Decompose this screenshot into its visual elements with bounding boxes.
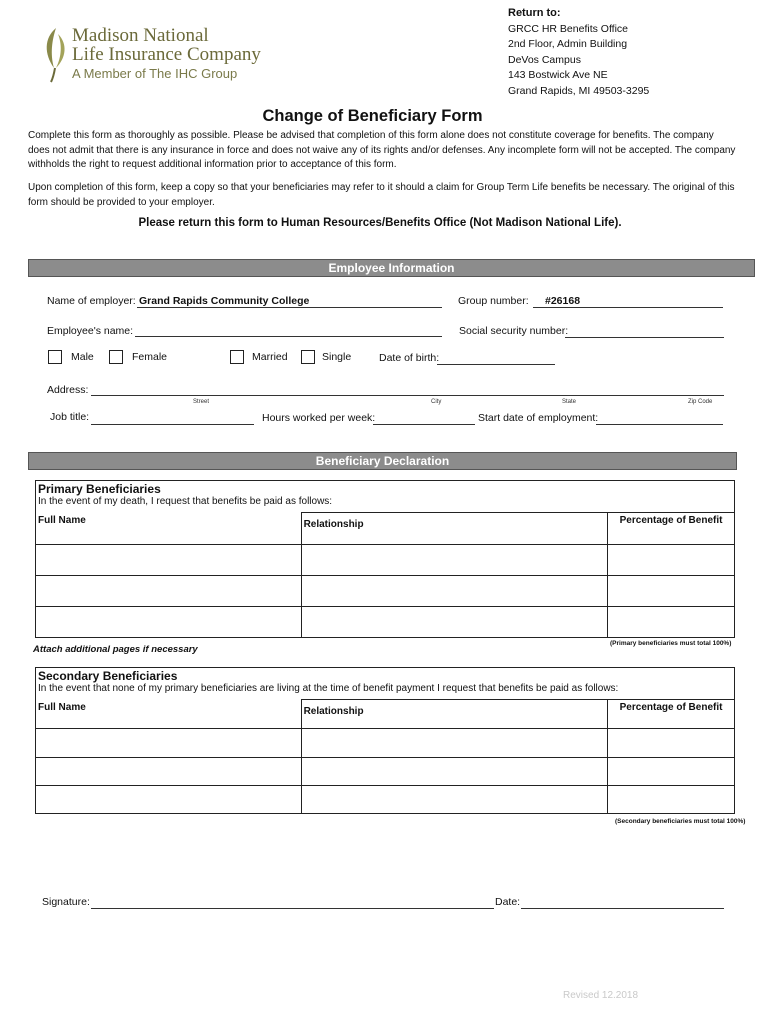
- col-relationship: [301, 513, 608, 545]
- col-full-name: [36, 700, 302, 729]
- logo-line-2: Life Insurance Company: [72, 44, 261, 65]
- hours-field[interactable]: [373, 424, 475, 425]
- secondary-name-cell[interactable]: [36, 758, 302, 786]
- return-line: 2nd Floor, Admin Building: [508, 38, 628, 50]
- primary-total-note: (Primary beneficiaries must total 100%): [610, 640, 732, 647]
- employee-name-label: Employee's name:: [47, 325, 134, 337]
- col-percentage-label: Percentage of Benefit: [619, 702, 723, 713]
- employee-section-header: Employee Information: [28, 259, 755, 277]
- female-label: Female: [132, 351, 168, 363]
- col-full-name-label: Full Name: [38, 701, 86, 713]
- logo-line-3: A Member of The IHC Group: [72, 66, 238, 81]
- primary-rel-cell[interactable]: [301, 545, 608, 576]
- address-field[interactable]: [91, 395, 724, 396]
- beneficiary-section-header: Beneficiary Declaration: [28, 452, 737, 470]
- male-label: Male: [71, 351, 94, 363]
- secondary-name-cell[interactable]: [36, 729, 302, 758]
- primary-beneficiaries-table: [35, 480, 735, 638]
- col-percentage: [608, 700, 735, 729]
- dob-field[interactable]: [437, 364, 555, 365]
- married-checkbox[interactable]: [230, 350, 244, 364]
- city-caption: City: [431, 399, 442, 405]
- intro-paragraph-2: Upon completion of this form, keep a copy so that your beneficiaries may refer to it should a claim for Group Term Life benefits be necessary. The original of this form should be provided to your employer.: [28, 182, 735, 208]
- secondary-subtitle: In the event that none of my primary beneficiaries are living at the time of benefit payment I request that benefits be paid as follows:: [38, 683, 619, 694]
- attach-note: Attach additional pages if necessary: [33, 644, 198, 655]
- secondary-beneficiaries-table: [35, 667, 735, 814]
- primary-name-cell[interactable]: [36, 576, 302, 607]
- primary-pct-cell[interactable]: [608, 545, 735, 576]
- intro-paragraph-1: Complete this form as thoroughly as possible. Please be advised that completion of this form alone does not constitute coverage for benefits. The company does not admit that there is any insurance in force and does not waive any of its rights and/or defenses. Any incomplete form will not be accepted. The company withholds the right to request additional information prior to acceptance of this form.: [28, 130, 736, 170]
- primary-rel-cell[interactable]: [301, 576, 608, 607]
- col-relationship: [301, 700, 608, 729]
- primary-name-cell[interactable]: [36, 607, 302, 638]
- single-checkbox[interactable]: [301, 350, 315, 364]
- date-field[interactable]: [521, 908, 724, 909]
- employee-name-field[interactable]: [135, 336, 442, 337]
- company-logo: [40, 24, 300, 88]
- primary-header-cell: [36, 481, 735, 513]
- group-number-value: #26168: [545, 295, 581, 307]
- group-number-field[interactable]: [533, 307, 723, 308]
- col-percentage: [608, 513, 735, 545]
- married-label: Married: [252, 351, 288, 363]
- form-title: Change of Beneficiary Form: [262, 107, 483, 125]
- col-full-name: [36, 513, 302, 545]
- col-full-name-label: Full Name: [38, 514, 86, 526]
- secondary-name-cell[interactable]: [36, 786, 302, 814]
- secondary-total-note: (Secondary beneficiaries must total 100%): [615, 818, 746, 825]
- primary-rel-cell[interactable]: [301, 607, 608, 638]
- primary-pct-cell[interactable]: [608, 607, 735, 638]
- signature-field[interactable]: [91, 908, 494, 909]
- ssn-label: Social security number:: [459, 325, 569, 337]
- return-address: [508, 6, 649, 99]
- ssn-field[interactable]: [565, 337, 724, 338]
- revised-footer: Revised 12.2018: [563, 990, 639, 1001]
- return-line: GRCC HR Benefits Office: [508, 22, 629, 35]
- state-caption: State: [562, 399, 577, 405]
- start-date-label: Start date of employment:: [478, 412, 599, 424]
- col-percentage-label: Percentage of Benefit: [619, 515, 723, 526]
- secondary-pct-cell[interactable]: [608, 758, 735, 786]
- job-title-field[interactable]: [91, 424, 254, 425]
- group-number-label: Group number:: [458, 295, 529, 307]
- employer-field[interactable]: [137, 307, 442, 308]
- return-line: DeVos Campus: [508, 53, 581, 66]
- hours-label: Hours worked per week:: [262, 412, 376, 424]
- dob-label: Date of birth:: [379, 352, 440, 364]
- secondary-title: Secondary Beneficiaries: [38, 669, 178, 683]
- logo-line-1: Madison National: [72, 25, 209, 46]
- col-relationship-label: Relationship: [303, 706, 364, 717]
- employer-value: Grand Rapids Community College: [139, 295, 310, 307]
- secondary-rel-cell[interactable]: [301, 758, 608, 786]
- col-relationship-label: Relationship: [303, 519, 364, 530]
- start-date-field[interactable]: [596, 424, 723, 425]
- zip-caption: Zip Code: [688, 399, 713, 405]
- female-checkbox[interactable]: [109, 350, 123, 364]
- secondary-pct-cell[interactable]: [608, 786, 735, 814]
- secondary-rel-cell[interactable]: [301, 729, 608, 758]
- single-label: Single: [322, 351, 352, 363]
- employer-label: Name of employer:: [47, 295, 136, 307]
- return-heading: Return to:: [508, 7, 561, 19]
- address-label: Address:: [47, 384, 89, 396]
- primary-subtitle: In the event of my death, I request that benefits be paid as follows:: [38, 496, 333, 507]
- signature-label: Signature:: [42, 896, 90, 908]
- secondary-header-cell: [36, 668, 735, 700]
- leaf-logo-icon: [40, 24, 70, 84]
- street-caption: Street: [193, 399, 210, 405]
- secondary-rel-cell[interactable]: [301, 786, 608, 814]
- primary-name-cell[interactable]: [36, 545, 302, 576]
- job-title-label: Job title:: [50, 411, 90, 423]
- male-checkbox[interactable]: [48, 350, 62, 364]
- return-line: 143 Bostwick Ave NE: [508, 69, 608, 81]
- return-instruction: Please return this form to Human Resources/Benefits Office (Not Madison National Life).: [138, 217, 622, 229]
- primary-title: Primary Beneficiaries: [38, 482, 161, 496]
- date-label: Date:: [495, 896, 521, 908]
- secondary-pct-cell[interactable]: [608, 729, 735, 758]
- primary-pct-cell[interactable]: [608, 576, 735, 607]
- return-line: Grand Rapids, MI 49503-3295: [508, 84, 650, 97]
